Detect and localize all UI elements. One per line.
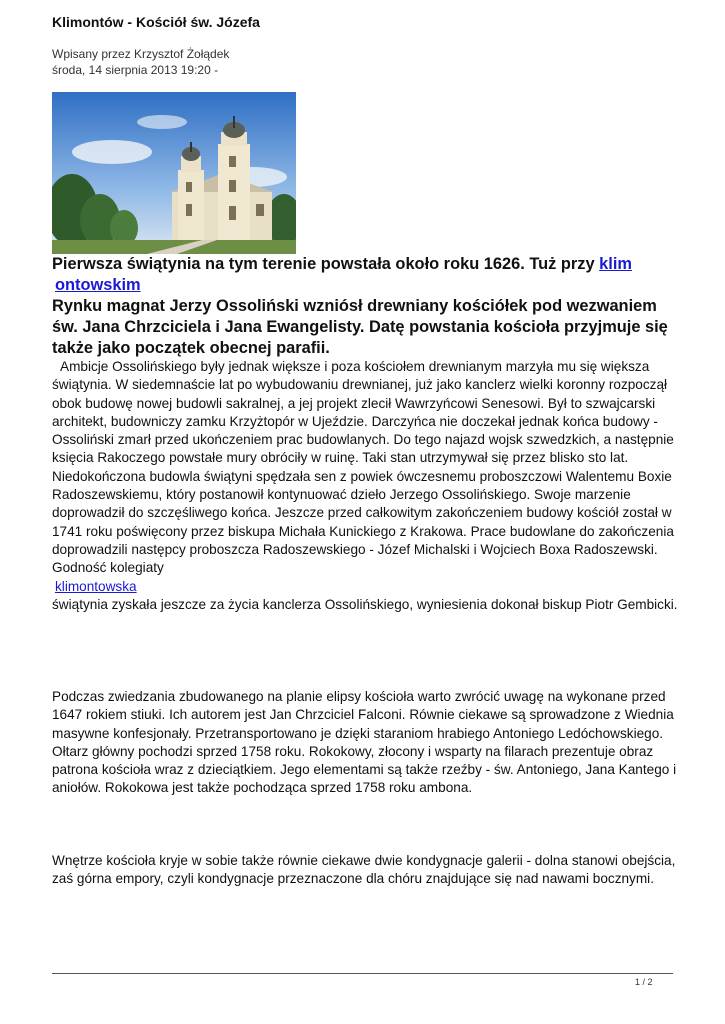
klimontowska-link[interactable]: klimontowska [55,578,137,594]
paragraph-history [52,358,678,614]
author-line: Wpisany przez Krzysztof Żołądek [52,47,230,61]
page-number: 1 / 2 [635,977,653,987]
paragraph-history-text: Ambicje Ossolińskiego były jednak większe i poza kościołem drewnianym marzyła mu się większa świątynia. W siedemnaście lat po wybudowaniu drewnianej, już jako kanclerz wielki koronny rozpoczął obok budowę nowej budowli sakralnej, a jej projekt zlecił Wawrzyńcowi Senesowi. Był to szwajcarski architekt, budowniczy zamku Krzyżtopór w Ujeździe. Darczyńca nie doczekał jednak końca budowy - Ossoliński zmarł przed ukończeniem prac budowlanych. Do tego najazd wojsk szwedzkich, a następnie księcia Rakoczego powstałe mury obróciły w ruinę. Taki stan utrzymywał się przez blisko sto lat. Niedokończona budowla świątyni spędzała sen z powiek ówczesnemu proboszczowi Walentemu Boxie Radoszewskiemu, który postanowił kontynuować dzieło Jerzego Ossolińskiego. Swoje marzenie doprowadził do szczęśliwego końca. Jeszcze przed całkowitym zakończeniem budowy kościół został w 1741 roku poświęcony przez biskupa Michała Kunickiego z Krakowa. Prace budowlane do zakończenia doprowadzili następcy proboszcza Radoszewskiego - Józef Michalski i Wojciech Boxa Radoszewski. Godność kolegiaty [52,359,674,576]
lead-text-end: Rynku magnat Jerzy Ossoliński wzniósł drewniany kościółek pod wezwaniem św. Jana Chrzciciela i Jana Ewangelisty. Datę powstania kościoła przyjmuje się także jako początek obecnej parafii. [52,297,668,357]
klimontowskim-link-part2[interactable]: ontowskim [55,276,141,294]
date-line: środa, 14 sierpnia 2013 19:20 - [52,63,219,77]
klimontowskim-link-part1[interactable]: klim [599,255,632,273]
church-photo [52,92,296,254]
paragraph-history-text-after: świątynia zyskała jeszcze za życia kanclerza Ossolińskiego, wyniesienia dokonał biskup Piotr Gembicki. [52,596,678,612]
paragraph-interior: Podczas zwiedzania zbudowanego na planie elipsy kościoła warto zwrócić uwagę na wykonane przed 1647 rokiem stiuki. Ich autorem jest Jan Chrzciciel Falconi. Równie ciekawe są sprowadzone z Wiednia masywne konfesjonały. Przetransportowano je dzięki staraniom hrabiego Antoniego Ledóchowskiego. Ołtarz główny pochodzi sprzed 1758 roku. Rokokowy, złocony i wsparty na filarach prezentuje obraz patrona kościoła wraz z dzieciątkiem. Jego elementami są także rzeźby - św. Antoniego, Jana Kantego i aniołów. Rokokowa jest także pochodząca sprzed 1758 roku ambona. [52,689,677,796]
lead-paragraph [52,254,673,359]
page-title: Klimontów - Kościół św. Józefa [52,14,260,30]
footer-divider [52,973,673,974]
paragraph-galleries: Wnętrze kościoła kryje w sobie także równie ciekawe dwie kondygnacje galerii - dolna stanowi obejścia, zaś górna empory, czyli kondygnacje przeznaczone dla chóru znajdujące się nad nawami bocznymi. [52,853,676,887]
lead-text-start: Pierwsza świątynia na tym terenie powstała około roku 1626. Tuż przy [52,255,600,273]
church-photo-image [52,92,296,254]
